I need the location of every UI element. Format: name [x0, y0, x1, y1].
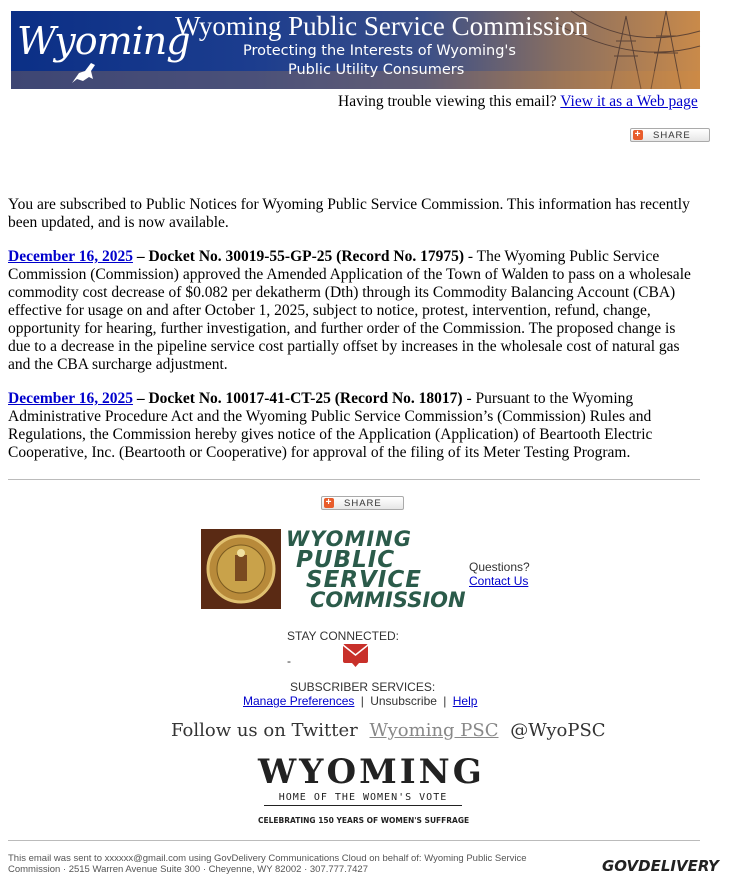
divider — [8, 840, 700, 841]
trouble-text: Having trouble viewing this email? — [338, 93, 557, 110]
intro-paragraph — [8, 196, 748, 232]
celebrating-text: CELEBRATING 150 YEARS OF WOMEN'S SUFFRAGE — [258, 816, 470, 825]
notice-1-line: effective for usage on and after October 1, 2025, subject to notice, protest, intervention, refund, change, — [8, 302, 651, 319]
share-button-top[interactable] — [630, 128, 710, 142]
notice-2-line: Administrative Procedure Act and the Wyoming Public Service Commission’s (Commission) Rules and — [8, 408, 652, 425]
psc-wordmark — [284, 528, 470, 612]
divider — [8, 479, 700, 480]
footer-line: This email was sent to xxxxxx@gmail.com using GovDelivery Communications Cloud on behalf of: Wyoming Public Service — [8, 853, 527, 864]
help-link[interactable]: Help — [452, 694, 478, 708]
psc-wordmark-line: PUBLIC — [296, 547, 396, 573]
notice-1-line: commodity cost decrease of $0.082 per dekatherm (Dth) through its Commodity Balancing Account (CBA) — [8, 284, 676, 301]
footer-line: Commission · 2515 Warren Avenue Suite 300 · Cheyenne, WY 82002 · 307.777.7427 — [8, 864, 368, 875]
share-label: SHARE — [653, 130, 691, 141]
notice-1-line: opportunity for hearing, further investigation, and further order of the Commission. The proposed change is — [8, 320, 676, 337]
notice-2-first-line: - Pursuant to the Wyoming — [462, 390, 634, 407]
subscriber-services-title: SUBSCRIBER SERVICES: — [290, 680, 436, 694]
plus-icon: + — [325, 497, 333, 508]
plus-icon: + — [634, 129, 642, 140]
footer-text — [8, 853, 588, 875]
intro-line: You are subscribed to Public Notices for Wyoming Public Service Commission. This information has recently — [8, 196, 690, 213]
psc-wordmark-line: SERVICE — [306, 567, 422, 593]
notice-1-line: Commission (Commission) approved the Amended Application of the Town of Walden to pass on a wholesale — [8, 266, 691, 283]
dash-mark: - — [287, 654, 291, 668]
twitter-prefix: Follow us on Twitter — [171, 720, 358, 741]
seal-graphic — [201, 529, 281, 609]
notice-2-line: Regulations, the Commission hereby gives notice of the Application (Application) of Beartooth Electric — [8, 426, 653, 443]
separator: | — [443, 694, 447, 708]
womens-vote-tagline: HOME OF THE WOMEN'S VOTE — [264, 792, 462, 806]
notice-2-line: Cooperative, Inc. (Beartooth or Cooperative) for approval of the filing of its Meter Testing Program. — [8, 444, 631, 461]
notice-2-dash: – — [132, 390, 149, 407]
contact-us-link[interactable]: Contact Us — [469, 574, 529, 588]
banner-title: Wyoming Public Service Commission — [175, 11, 589, 41]
notice-2-date-link[interactable]: December 16, 2025 — [8, 390, 133, 407]
govdelivery-logo: GOVDELIVERY — [602, 857, 719, 875]
notice-1-line: due to a decrease in the pipeline service cost partially offset by increases in the wholesale cost of natural gas — [8, 338, 680, 355]
view-web-page-link[interactable]: View it as a Web page — [560, 93, 698, 110]
header-banner — [11, 11, 700, 89]
manage-preferences-link[interactable]: Manage Preferences — [243, 694, 355, 708]
notice-2-docket: Docket No. 10017-41-CT-25 (Record No. 18017) — [148, 390, 463, 407]
psc-wordmark-line: WYOMING — [286, 527, 412, 551]
questions-block — [469, 560, 530, 588]
state-seal — [201, 529, 281, 609]
notice-1-first-line: - The Wyoming Public Service — [464, 248, 660, 265]
share-label: SHARE — [344, 498, 382, 509]
bucking-horse-icon — [69, 59, 99, 87]
mail-icon — [342, 642, 369, 668]
notice-1-dash: – — [132, 248, 149, 265]
questions-label: Questions? — [469, 560, 530, 574]
banner-subtitle-2: Public Utility Consumers — [288, 62, 465, 78]
trouble-viewing — [338, 93, 698, 111]
unsubscribe-text: Unsubscribe — [370, 694, 437, 708]
twitter-handle: @WyoPSC — [510, 720, 606, 741]
separator: | — [360, 694, 364, 708]
wyoming-word: WYOMING — [258, 752, 485, 792]
wyoming-logo-script: Wyoming — [17, 19, 190, 63]
psc-wordmark-line: COMMISSION — [310, 588, 466, 612]
notice-1-docket: Docket No. 30019-55-GP-25 (Record No. 17975) — [148, 248, 465, 265]
notice-1-date-link[interactable]: December 16, 2025 — [8, 248, 133, 265]
subscriber-links — [243, 694, 477, 708]
intro-line: been updated, and is now available. — [8, 214, 229, 231]
share-button-bottom[interactable] — [321, 496, 404, 510]
email-icon[interactable] — [342, 642, 369, 668]
banner-subtitle-1: Protecting the Interests of Wyoming's — [243, 43, 516, 59]
stay-connected-label: STAY CONNECTED: — [287, 629, 400, 643]
notice-1 — [8, 248, 748, 374]
twitter-line — [171, 720, 606, 741]
notice-2 — [8, 390, 748, 462]
notice-1-line: and the CBA surcharge adjustment. — [8, 356, 228, 373]
twitter-handle-link[interactable]: Wyoming PSC — [369, 720, 499, 741]
wyoming-womens-vote-logo — [258, 752, 485, 832]
